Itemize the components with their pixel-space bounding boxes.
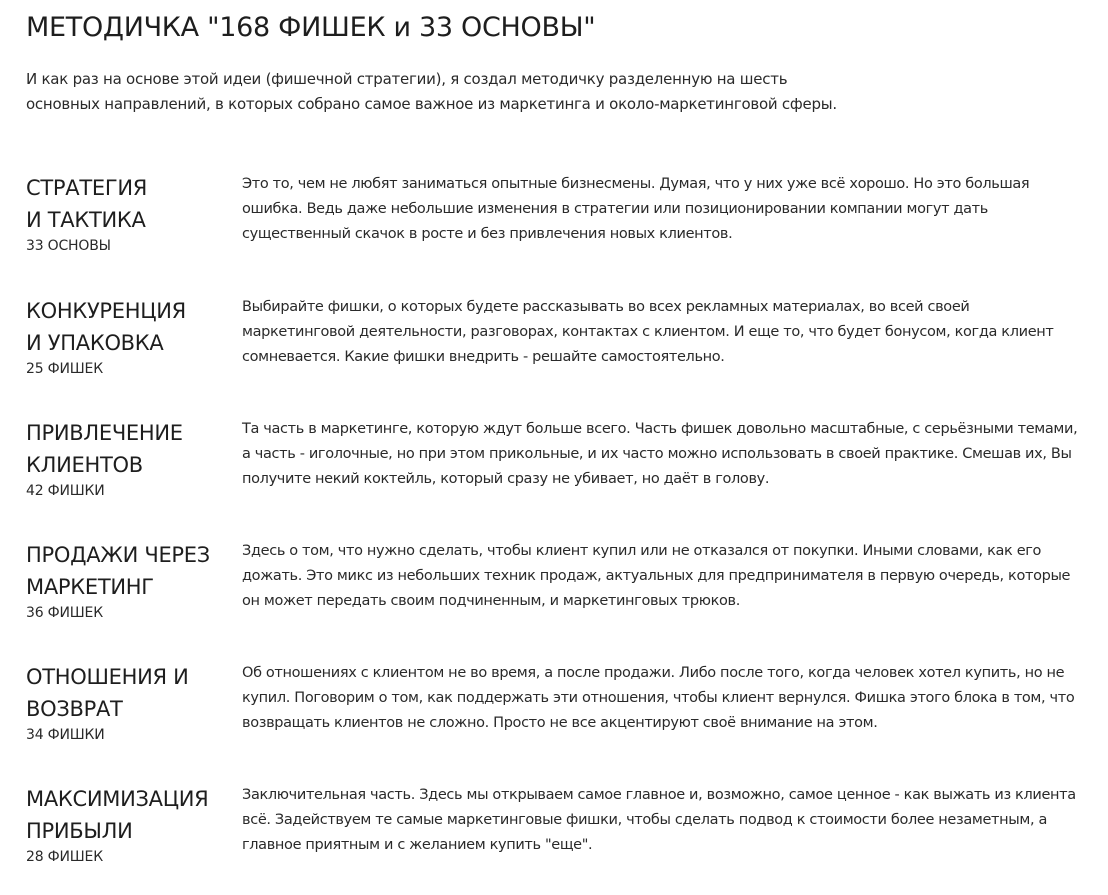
section-count: 34 ФИШКИ bbox=[26, 727, 105, 743]
section-title bbox=[26, 417, 236, 481]
section-acquisition bbox=[26, 417, 1096, 529]
section-title bbox=[26, 783, 236, 847]
section-text-line: возвращать клиентов не сложно. Просто не все акцентируют своё внимание на этом. bbox=[242, 715, 878, 731]
section-description bbox=[242, 539, 1087, 614]
section-title-line: МАРКЕТИНГ bbox=[26, 575, 154, 599]
section-count: 28 ФИШЕК bbox=[26, 849, 103, 865]
intro-line: основных направлений, в которых собрано самое важное из маркетинга и около-маркетинговой сферы. bbox=[26, 95, 837, 113]
section-text-line: Заключительная часть. Здесь мы открываем самое главное и, возможно, самое ценное - как выжать из клиента bbox=[242, 787, 1076, 803]
page-title: МЕТОДИЧКА "168 ФИШЕК и 33 ОСНОВЫ" bbox=[26, 12, 596, 43]
section-count: 33 ОСНОВЫ bbox=[26, 238, 111, 254]
section-title bbox=[26, 661, 236, 725]
section-title bbox=[26, 172, 236, 236]
section-title-line: И УПАКОВКА bbox=[26, 331, 164, 355]
section-heading bbox=[26, 539, 236, 623]
section-text-line: ошибка. Ведь даже небольшие изменения в стратегии или позиционировании компании могут дать bbox=[242, 201, 988, 217]
section-heading bbox=[26, 417, 236, 501]
section-title-line: ПРИБЫЛИ bbox=[26, 819, 133, 843]
section-text-line: всё. Задействуем те самые маркетинговые фишки, чтобы сделать подвод к стоимости более незаметным, а bbox=[242, 812, 1048, 828]
intro-line: И как раз на основе этой идеи (фишечной стратегии), я создал методичку разделенную на шесть bbox=[26, 70, 788, 88]
section-heading bbox=[26, 783, 236, 867]
section-title-line: МАКСИМИЗАЦИЯ bbox=[26, 787, 209, 811]
section-description bbox=[242, 172, 1087, 247]
section-description bbox=[242, 661, 1087, 736]
section-text-line: Об отношениях с клиентом не во время, а после продажи. Либо после того, когда человек хотел купить, но не bbox=[242, 665, 1065, 681]
section-description bbox=[242, 417, 1087, 492]
section-strategy bbox=[26, 172, 1096, 284]
section-title-line: ВОЗВРАТ bbox=[26, 697, 123, 721]
section-title-line: ПРИВЛЕЧЕНИЕ bbox=[26, 421, 183, 445]
section-text-line: дожать. Это микс из небольших техник продаж, актуальных для предпринимателя в первую очередь, которые bbox=[242, 568, 1071, 584]
section-profit bbox=[26, 783, 1096, 895]
section-text-line: Это то, чем не любят заниматься опытные бизнесмены. Думая, что у них уже всё хорошо. Но это большая bbox=[242, 176, 1030, 192]
section-relations bbox=[26, 661, 1096, 773]
section-title bbox=[26, 295, 236, 359]
section-text-line: сомневается. Какие фишки внедрить - решайте самостоятельно. bbox=[242, 349, 725, 365]
section-text-line: купил. Поговорим о том, как поддержать эти отношения, чтобы клиент вернулся. Фишка этого блока в том, что bbox=[242, 690, 1075, 706]
section-title-line: И ТАКТИКА bbox=[26, 208, 146, 232]
section-title-line: ОТНОШЕНИЯ И bbox=[26, 665, 189, 689]
section-heading bbox=[26, 295, 236, 379]
section-text-line: маркетинговой деятельности, разговорах, контактах с клиентом. И еще то, что будет бонусом, когда клиент bbox=[242, 324, 1054, 340]
section-sales bbox=[26, 539, 1096, 651]
section-description bbox=[242, 783, 1087, 858]
section-text-line: а часть - иголочные, но при этом прикольные, и их часто можно использовать в своей практике. Смешав их, Вы bbox=[242, 446, 1072, 462]
section-count: 42 ФИШКИ bbox=[26, 483, 105, 499]
section-description bbox=[242, 295, 1087, 370]
section-heading bbox=[26, 661, 236, 745]
section-text-line: Выбирайте фишки, о которых будете рассказывать во всех рекламных материалах, во всей своей bbox=[242, 299, 970, 315]
section-title-line: СТРАТЕГИЯ bbox=[26, 176, 148, 200]
section-count: 36 ФИШЕК bbox=[26, 605, 103, 621]
section-text-line: существенный скачок в росте и без привлечения новых клиентов. bbox=[242, 226, 733, 242]
section-text-line: главное приятным и с желанием купить "еще". bbox=[242, 837, 593, 853]
section-text-line: получите некий коктейль, который сразу не убивает, но даёт в голову. bbox=[242, 471, 770, 487]
section-text-line: он может передать своим подчиненным, и маркетинговых трюков. bbox=[242, 593, 740, 609]
section-competition bbox=[26, 295, 1096, 407]
section-title bbox=[26, 539, 236, 603]
section-count: 25 ФИШЕК bbox=[26, 361, 103, 377]
section-title-line: КЛИЕНТОВ bbox=[26, 453, 143, 477]
section-heading bbox=[26, 172, 236, 256]
section-text-line: Та часть в маркетинге, которую ждут больше всего. Часть фишек довольно масштабные, с серьёзными темами, bbox=[242, 421, 1078, 437]
section-text-line: Здесь о том, что нужно сделать, чтобы клиент купил или не отказался от покупки. Иными словами, как его bbox=[242, 543, 1042, 559]
intro-paragraph bbox=[26, 67, 926, 117]
section-title-line: КОНКУРЕНЦИЯ bbox=[26, 299, 186, 323]
section-title-line: ПРОДАЖИ ЧЕРЕЗ bbox=[26, 543, 210, 567]
